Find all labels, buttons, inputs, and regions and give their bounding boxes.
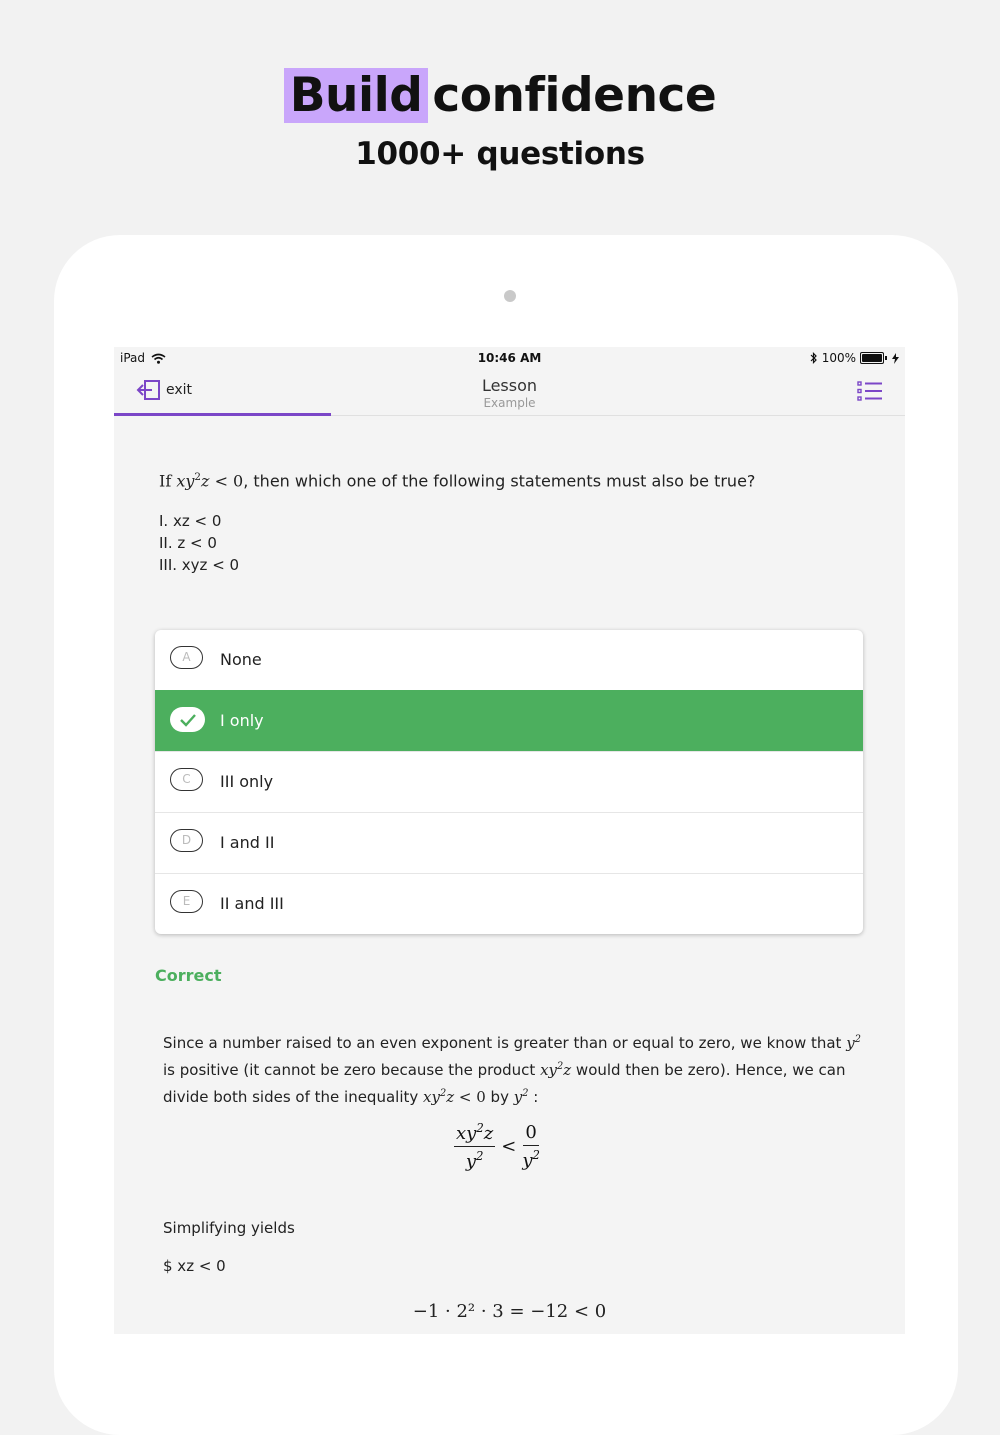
nav-bar <box>114 369 905 416</box>
explanation-part: : <box>533 1088 539 1106</box>
choice-d[interactable] <box>155 812 863 873</box>
choice-c[interactable] <box>155 751 863 812</box>
statement-item: III. xyz < 0 <box>159 556 240 574</box>
explanation-text <box>163 1028 868 1109</box>
fraction-left: $\frac{xy^2z}{y^2}$ <box>456 1121 494 1172</box>
question-text <box>159 471 859 490</box>
nav-subtitle: Example <box>483 396 536 410</box>
math-lt0: < 0 <box>458 1088 486 1106</box>
fraction-right: $\frac{0}{y^2}$ <box>522 1122 540 1171</box>
bluetooth-icon <box>810 352 818 364</box>
status-time: 10:46 AM <box>477 351 542 365</box>
final-equation: −1 · 2² · 3 = −12 < 0 <box>412 1301 607 1322</box>
app-screen <box>114 347 905 1334</box>
question-exponent: 2 <box>194 471 202 483</box>
headline-rest: confidence <box>432 68 717 123</box>
math-y2: $y^2$ <box>846 1034 861 1052</box>
headline-highlight: Build <box>284 68 429 123</box>
list-icon <box>857 381 883 401</box>
choice-letter: C <box>170 768 203 791</box>
statement-list <box>159 510 239 576</box>
result-label: Correct <box>155 966 222 985</box>
fraction-equation <box>454 1121 540 1172</box>
choice-b[interactable] <box>155 690 863 751</box>
explanation-part: by <box>490 1088 509 1106</box>
choice-text: III only <box>220 772 274 791</box>
math-y2-divisor: $y^2$ <box>513 1088 529 1106</box>
choice-a[interactable] <box>155 630 863 690</box>
exit-label: exit <box>166 382 193 398</box>
camera-dot <box>504 290 516 302</box>
promo-headline <box>0 68 1000 123</box>
battery-percent: 100% <box>821 351 856 365</box>
question-inequality: < 0 <box>214 471 244 491</box>
choice-text: None <box>220 650 262 669</box>
explanation-part: is positive (it cannot be zero because the product <box>163 1061 536 1079</box>
question-prefix: If <box>159 471 172 491</box>
less-than-sign: < <box>501 1136 517 1157</box>
explanation-part: would then be zero). Hence, we can divide both sides of the inequality <box>163 1061 846 1106</box>
math-xy2z-lt0: $xy^2z$ <box>423 1088 455 1106</box>
choice-text: I and II <box>220 833 275 852</box>
checkmark-icon <box>170 707 205 732</box>
simplify-text: Simplifying yields <box>163 1219 295 1237</box>
choice-e[interactable] <box>155 873 863 934</box>
charging-icon <box>892 353 899 364</box>
dollar-line: $ xz < 0 <box>163 1257 226 1275</box>
statement-item: II. z < 0 <box>159 534 217 552</box>
promo-subheadline: 1000+ questions <box>355 136 645 172</box>
progress-underline <box>114 413 331 416</box>
choice-letter: D <box>170 829 203 852</box>
status-bar <box>114 347 905 369</box>
device-label: iPad <box>120 351 146 365</box>
explanation-part: Since a number raised to an even exponent is greater than or equal to zero, we know that <box>163 1034 842 1052</box>
question-var: xy <box>176 471 195 491</box>
choice-text: I only <box>220 711 264 730</box>
choice-letter: A <box>170 646 203 669</box>
choice-text: II and III <box>220 894 284 913</box>
question-suffix: , then which one of the following statements must also be true? <box>243 471 756 491</box>
answer-choices <box>155 630 863 934</box>
battery-icon <box>860 352 884 364</box>
nav-title: Lesson <box>481 376 538 395</box>
math-xy2z: $xy^2z$ <box>540 1061 572 1079</box>
question-list-button[interactable] <box>857 381 883 405</box>
question-var-z: z <box>201 471 210 491</box>
choice-letter: E <box>170 890 203 913</box>
statement-item: I. xz < 0 <box>159 512 222 530</box>
